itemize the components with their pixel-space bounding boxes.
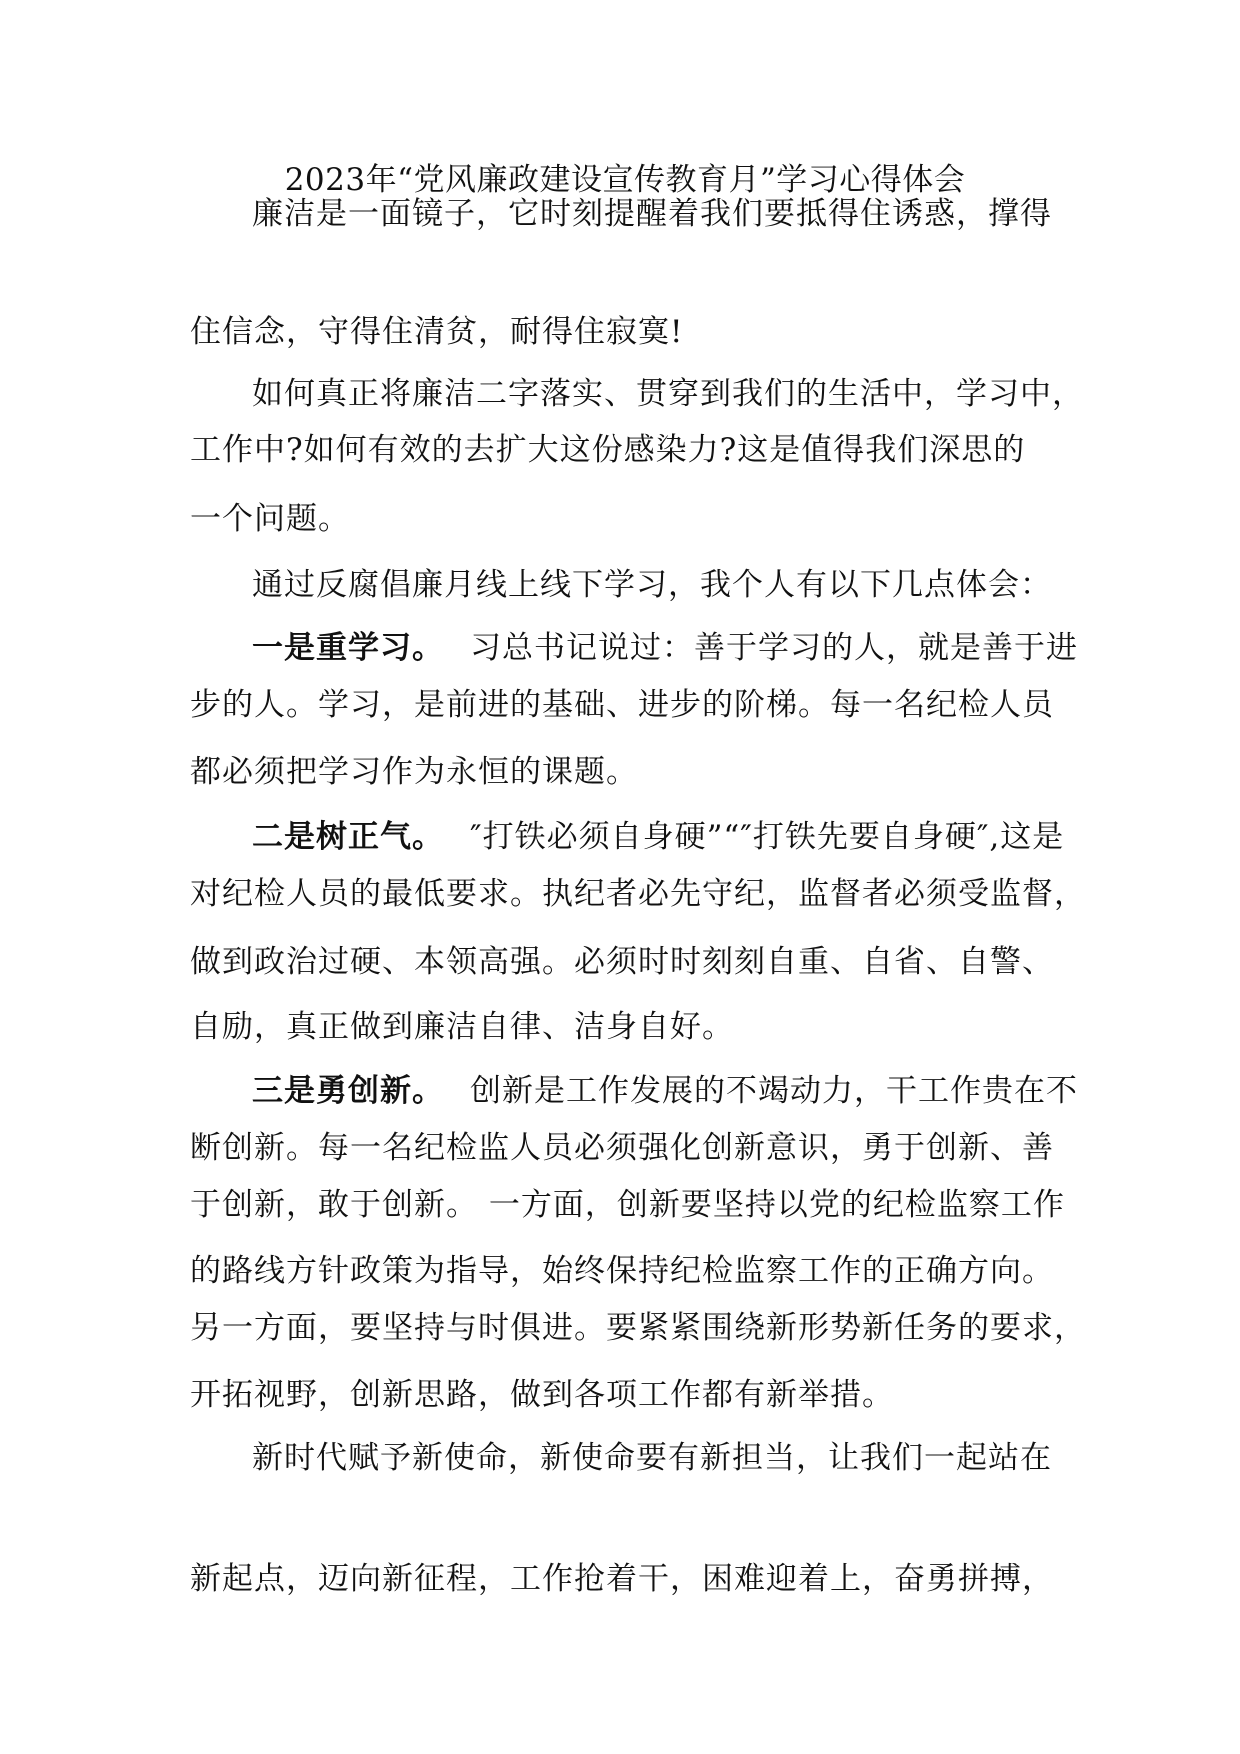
paragraph-line xyxy=(252,815,1064,859)
paragraph-line: 的路线方针政策为指导，始终保持纪检监察工作的正确方向。 xyxy=(190,1253,1054,1289)
paragraph-line: 步的人。学习，是前进的基础、进步的阶梯。每一名纪检人员 xyxy=(190,687,1054,723)
point-text: 习总书记说过：善于学习的人，就是善于进 xyxy=(470,630,1078,666)
paragraph-line: 另一方面，要坚持与时俱进。要紧紧围绕新形势新任务的要求， xyxy=(190,1310,1086,1346)
paragraph-line: 廉洁是一面镜子，它时刻提醒着我们要抵得住诱惑，撑得 xyxy=(252,196,1052,232)
paragraph-line xyxy=(252,626,1078,670)
point-heading: 二是树正气。 xyxy=(252,819,444,855)
paragraph-line: 自励，真正做到廉洁自律、洁身自好。 xyxy=(190,1009,734,1045)
paragraph-line: 于创新，敢于创新。 一方面，创新要坚持以党的纪检监察工作 xyxy=(190,1187,1065,1223)
paragraph-line: 对纪检人员的最低要求。执纪者必先守纪，监督者必须受监督， xyxy=(190,876,1086,912)
point-heading: 一是重学习。 xyxy=(252,630,444,666)
point-text: 创新是工作发展的不竭动力，干工作贵在不 xyxy=(470,1073,1078,1109)
document-title: 2023年“党风廉政建设宣传教育月”学习心得体会 xyxy=(284,162,966,198)
paragraph-line xyxy=(252,1069,1078,1113)
paragraph-line: 断创新。每一名纪检监人员必须强化创新意识，勇于创新、善 xyxy=(190,1130,1054,1166)
point-heading: 三是勇创新。 xyxy=(252,1073,444,1109)
paragraph-line: 一个问题。 xyxy=(190,501,350,537)
point-text: ″打铁必须自身硬”“″打铁先要自身硬″,这是 xyxy=(470,819,1065,855)
paragraph-line: 新时代赋予新使命，新使命要有新担当，让我们一起站在 xyxy=(252,1440,1052,1476)
paragraph-line: 住信念，守得住清贫，耐得住寂寞! xyxy=(190,314,684,350)
paragraph-line: 开拓视野，创新思路，做到各项工作都有新举措。 xyxy=(190,1377,894,1413)
paragraph-line: 新起点，迈向新征程，工作抢着干，困难迎着上，奋勇拼搏， xyxy=(190,1561,1054,1597)
paragraph-line: 工作中?如何有效的去扩大这份感染力?这是值得我们深思的 xyxy=(190,432,1026,468)
paragraph-line: 做到政治过硬、本领高强。必须时时刻刻自重、自省、自警、 xyxy=(190,944,1054,980)
paragraph-line: 都必须把学习作为永恒的课题。 xyxy=(190,754,638,790)
paragraph-line: 通过反腐倡廉月线上线下学习，我个人有以下几点体会： xyxy=(252,567,1052,603)
paragraph-line: 如何真正将廉洁二字落实、贯穿到我们的生活中，学习中， xyxy=(252,376,1084,412)
